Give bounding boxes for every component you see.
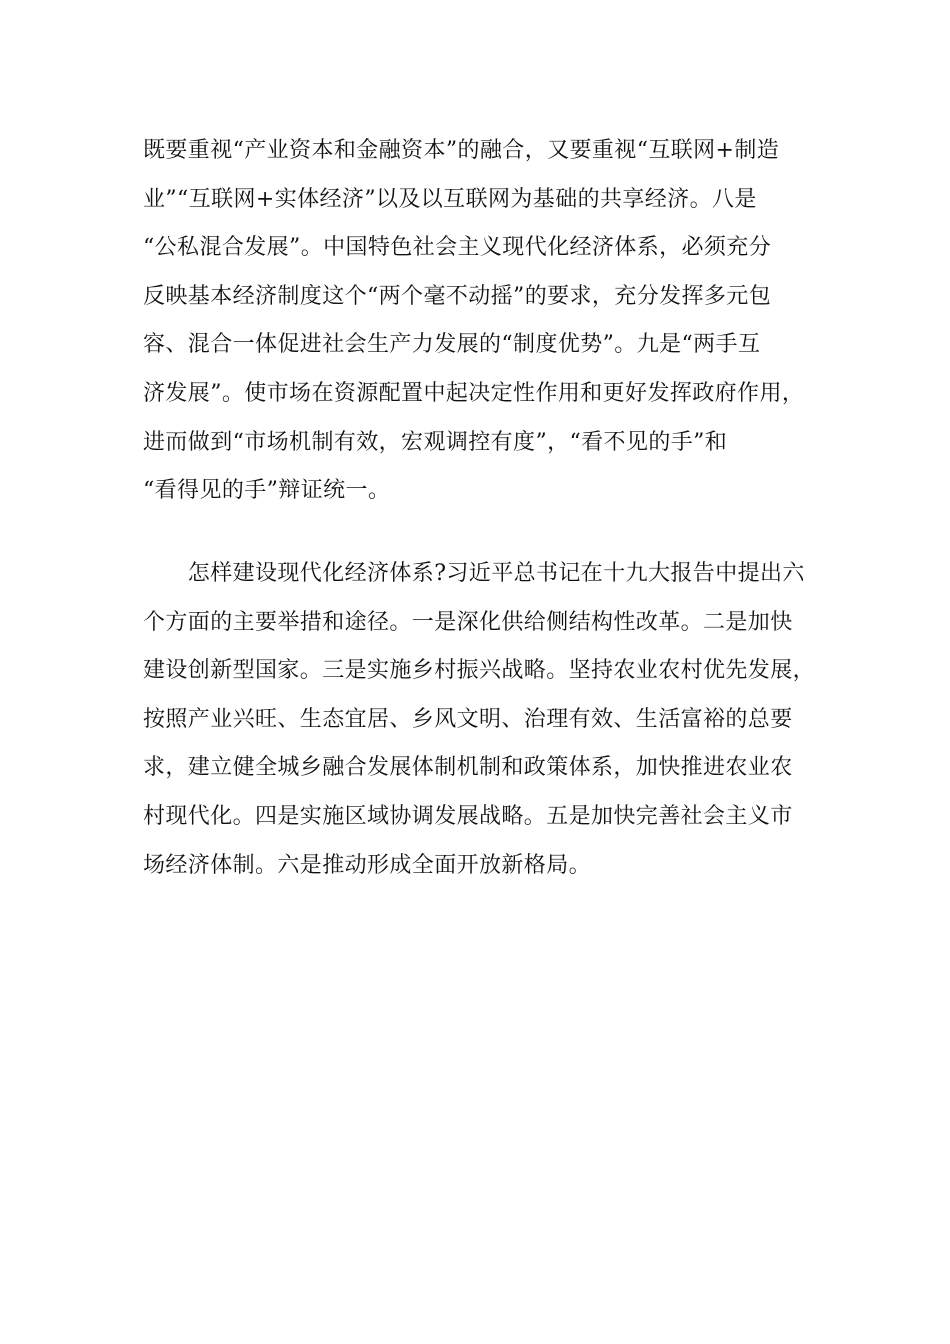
paragraph-line: 按照产业兴旺、生态宜居、乡风文明、治理有效、生活富裕的总要 [143,706,793,732]
paragraph-line: 建设创新型国家。三是实施乡村振兴战略。坚持农业农村优先发展， [143,658,816,684]
paragraph-line: 容、混合一体促进社会生产力发展的“制度优势”。九是“两手互 [143,332,761,358]
paragraph-line: 求，建立健全城乡融合发展体制机制和政策体系，加快推进农业农 [143,755,793,781]
paragraph-1 [143,127,808,516]
paragraph-line: 个方面的主要举措和途径。一是深化供给侧结构性改革。二是加快 [143,609,793,635]
paragraph-line: “公私混合发展”。中国特色社会主义现代化经济体系，必须充分 [143,235,772,261]
paragraph-line: 场经济体制。六是推动形成全面开放新格局。 [143,852,592,878]
paragraph-2 [143,550,816,890]
paragraph-line: 进而做到“市场机制有效，宏观调控有度”，“看不见的手”和 [143,429,728,455]
paragraph-line: 反映基本经济制度这个“两个毫不动摇”的要求，充分发挥多元包 [143,283,772,309]
paragraph-line: 济发展”。使市场在资源配置中起决定性作用和更好发挥政府作用， [143,380,805,406]
paragraph-line: 业”“互联网+实体经济”以及以互联网为基础的共享经济。八是 [143,186,757,212]
paragraph-line: 既要重视“产业资本和金融资本”的融合，又要重视“互联网+制造 [143,138,780,163]
paragraph-line: 怎样建设现代化经济体系?习近平总书记在十九大报告中提出六 [143,561,805,586]
paragraph-line: 村现代化。四是实施区域协调发展战略。五是加快完善社会主义市 [143,803,793,829]
paragraph-line: “看得见的手”辩证统一。 [143,478,391,504]
